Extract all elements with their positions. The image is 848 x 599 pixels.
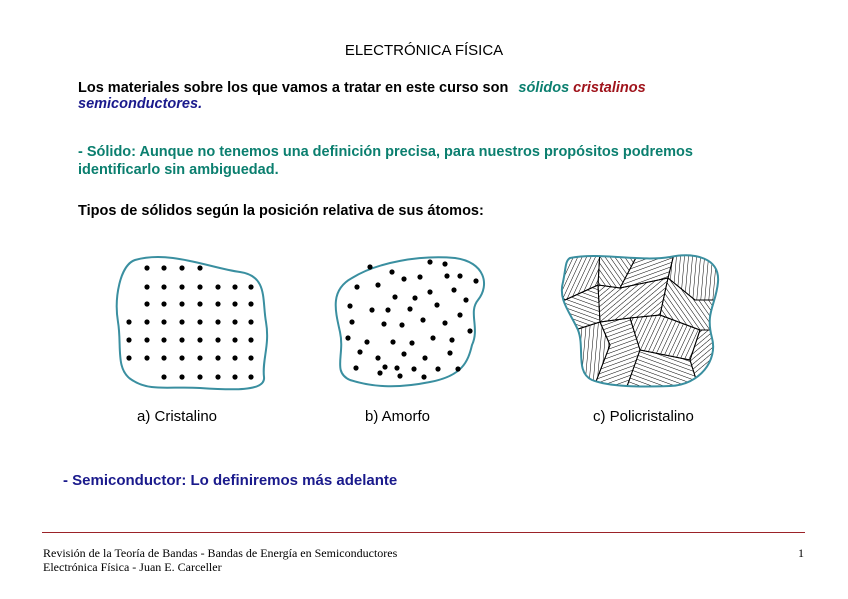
amorphous-atom [349, 319, 354, 324]
amorphous-atom [457, 273, 462, 278]
crystalline-atom [144, 301, 149, 306]
polycrystalline-diagram [555, 250, 725, 392]
amorphous-atom [434, 302, 439, 307]
amorphous-atom [357, 349, 362, 354]
amorphous-atom [420, 317, 425, 322]
crystalline-atom [126, 337, 131, 342]
solido-definition: - Sólido: Aunque no tenemos una definición precisa, para nuestros propósitos podremos identificarlo sin ambiguedad. [78, 144, 693, 178]
crystalline-atom [197, 319, 202, 324]
caption-cristalino: a) Cristalino [137, 408, 218, 425]
amorphous-atom [399, 322, 404, 327]
amorphous-atom [457, 312, 462, 317]
amorphous-atom [397, 373, 402, 378]
crystalline-atom [161, 319, 166, 324]
amorphous-atom [409, 340, 414, 345]
amorphous-atom [347, 303, 352, 308]
amorphous-atom [417, 274, 422, 279]
amorphous-atom [447, 350, 452, 355]
crystalline-atom [161, 355, 166, 360]
crystalline-atom [197, 301, 202, 306]
crystalline-atom [161, 301, 166, 306]
crystalline-atom [248, 319, 253, 324]
crystalline-atom [179, 374, 184, 379]
amorphous-atom [369, 307, 374, 312]
crystalline-atom [144, 337, 149, 342]
crystalline-atom [161, 284, 166, 289]
amorphous-atom [427, 289, 432, 294]
crystalline-atom [179, 355, 184, 360]
amorphous-atom [394, 365, 399, 370]
crystalline-atom [232, 319, 237, 324]
amorphous-atom [377, 370, 382, 375]
amorphous-atom [392, 294, 397, 299]
amorphous-atom [367, 264, 372, 269]
intro-word-solidos: sólidos [518, 80, 570, 96]
crystalline-atom [232, 284, 237, 289]
crystalline-atom [179, 319, 184, 324]
intro-paragraph [78, 80, 778, 112]
amorphous-atom [473, 278, 478, 283]
crystalline-atom [179, 301, 184, 306]
crystalline-atom [179, 284, 184, 289]
footer-rule [42, 532, 805, 533]
crystalline-atom [144, 319, 149, 324]
amorphous-atom [401, 351, 406, 356]
amorphous-atom [375, 282, 380, 287]
crystalline-diagram [117, 257, 267, 389]
amorphous-atom [364, 339, 369, 344]
crystalline-atom [197, 284, 202, 289]
crystalline-atom [232, 355, 237, 360]
amorphous-atom [442, 320, 447, 325]
amorphous-atom [422, 355, 427, 360]
solid-types-figure [0, 245, 848, 405]
crystalline-outline [117, 257, 267, 389]
crystalline-atom [197, 374, 202, 379]
crystalline-atom [161, 337, 166, 342]
crystalline-atom [215, 301, 220, 306]
amorphous-atom [455, 366, 460, 371]
crystalline-atom [126, 355, 131, 360]
crystalline-atom [215, 374, 220, 379]
amorphous-diagram [336, 257, 484, 386]
tipos-heading: Tipos de sólidos según la posición relativa de sus átomos: [78, 203, 484, 219]
crystalline-atom [248, 301, 253, 306]
crystalline-atom [248, 337, 253, 342]
crystalline-atom [215, 319, 220, 324]
crystalline-atom [161, 374, 166, 379]
crystalline-atom [215, 284, 220, 289]
crystalline-atom [232, 301, 237, 306]
amorphous-atom [353, 365, 358, 370]
crystalline-atom [197, 355, 202, 360]
caption-policristalino: c) Policristalino [593, 408, 694, 425]
page-title: ELECTRÓNICA FÍSICA [344, 42, 504, 59]
footer-line-1: Revisión de la Teoría de Bandas - Bandas de Energía en Semiconductores [43, 546, 398, 560]
crystalline-atom [248, 374, 253, 379]
amorphous-atom [427, 259, 432, 264]
amorphous-atom [412, 295, 417, 300]
crystalline-atom [197, 337, 202, 342]
amorphous-atom [421, 374, 426, 379]
crystalline-atom [215, 337, 220, 342]
crystalline-atom [144, 265, 149, 270]
crystalline-atom [248, 355, 253, 360]
crystalline-atom [179, 265, 184, 270]
amorphous-atom [354, 284, 359, 289]
amorphous-atom [382, 364, 387, 369]
crystalline-atom [232, 374, 237, 379]
crystalline-atom [144, 284, 149, 289]
amorphous-atoms [345, 259, 478, 379]
crystalline-atoms [126, 265, 253, 379]
amorphous-atom [444, 273, 449, 278]
semiconductor-definition: - Semiconductor: Lo definiremos más adelante [63, 472, 398, 489]
amorphous-atom [375, 355, 380, 360]
intro-word-cristalinos: cristalinos [573, 80, 646, 96]
amorphous-atom [451, 287, 456, 292]
intro-text: Los materiales sobre los que vamos a tratar en este curso son [78, 80, 509, 96]
crystalline-atom [232, 337, 237, 342]
amorphous-atom [435, 366, 440, 371]
footer-line-2: Electrónica Física - Juan E. Carceller [43, 560, 222, 574]
amorphous-atom [442, 261, 447, 266]
amorphous-atom [381, 321, 386, 326]
amorphous-atom [389, 269, 394, 274]
amorphous-atom [463, 297, 468, 302]
amorphous-atom [467, 328, 472, 333]
crystalline-atom [248, 284, 253, 289]
crystalline-atom [161, 265, 166, 270]
amorphous-atom [401, 276, 406, 281]
intro-word-semiconductores: semiconductores. [78, 96, 203, 112]
page-number: 1 [798, 546, 804, 560]
crystalline-atom [179, 337, 184, 342]
amorphous-atom [449, 337, 454, 342]
amorphous-atom [390, 339, 395, 344]
caption-amorfo: b) Amorfo [365, 408, 431, 425]
amorphous-atom [411, 366, 416, 371]
amorphous-atom [345, 335, 350, 340]
amorphous-atom [385, 307, 390, 312]
crystalline-atom [197, 265, 202, 270]
amorphous-atom [407, 306, 412, 311]
crystalline-atom [215, 355, 220, 360]
crystalline-atom [126, 319, 131, 324]
crystalline-atom [144, 355, 149, 360]
amorphous-atom [430, 335, 435, 340]
